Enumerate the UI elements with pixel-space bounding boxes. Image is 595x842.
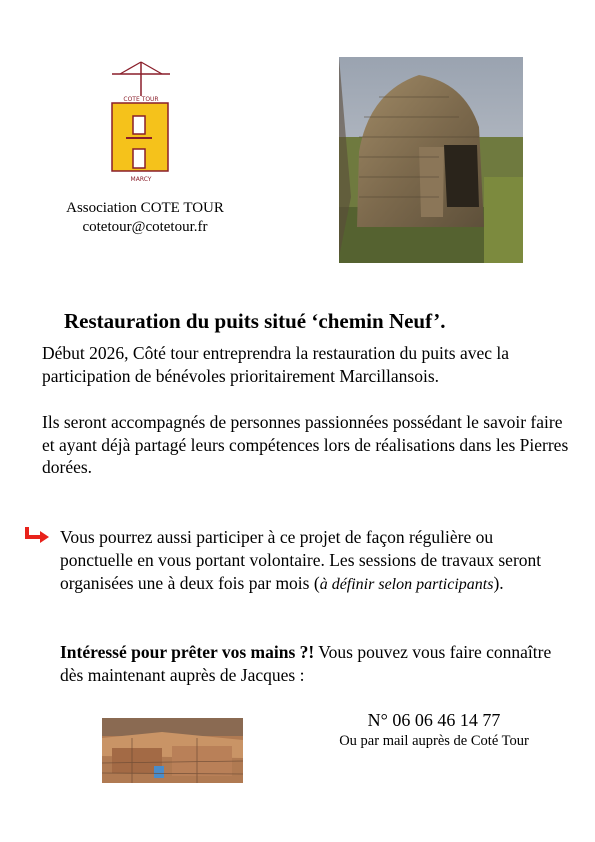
cote-tour-logo: [110, 60, 172, 184]
logo-bottom-text: MARCY: [130, 176, 152, 183]
paragraph-accompaniment: Ils seront accompagnés de personnes passionnées possédant le savoir faire et ayant déjà partagé leurs compétences lors de réalisations dans les Pierres dorées.: [42, 412, 569, 477]
contact-question: Intéressé pour prêter vos mains ?!: [60, 642, 315, 662]
logo-top-text: COTE TOUR: [123, 96, 159, 103]
red-turn-arrow-icon: [22, 525, 52, 545]
contact-rest: Vous pouvez vous faire connaître dès maintenant auprès de Jacques :: [60, 642, 552, 685]
volunteer-italic: à définir selon participants: [319, 576, 494, 593]
contact-phone[interactable]: N° 06 06 46 14 77: [367, 710, 501, 730]
association-block: [40, 199, 250, 237]
association-name: Association COTE TOUR: [66, 200, 224, 216]
association-email[interactable]: cotetour@cotetour.fr: [82, 219, 208, 235]
paragraph-volunteer: [60, 526, 570, 596]
paragraph-intro: Début 2026, Côté tour entreprendra la restauration du puits avec la participation de bénévoles prioritairement Marcillansois.: [42, 343, 509, 386]
contact-mail-note: Ou par mail auprès de Coté Tour: [339, 733, 529, 749]
stone-wall-photo: [102, 718, 243, 783]
volunteer-text: Vous pourrez aussi participer à ce projet de façon régulière ou ponctuelle en vous portant volontaire. Les sessions de travaux seront organisées une à deux fois par mois (: [60, 527, 542, 593]
page-title: Restauration du puits situé ‘chemin Neuf’.: [64, 309, 446, 333]
stone-hut-photo: [339, 57, 523, 263]
paragraph-contact: [60, 641, 570, 687]
volunteer-end: ).: [493, 573, 504, 593]
